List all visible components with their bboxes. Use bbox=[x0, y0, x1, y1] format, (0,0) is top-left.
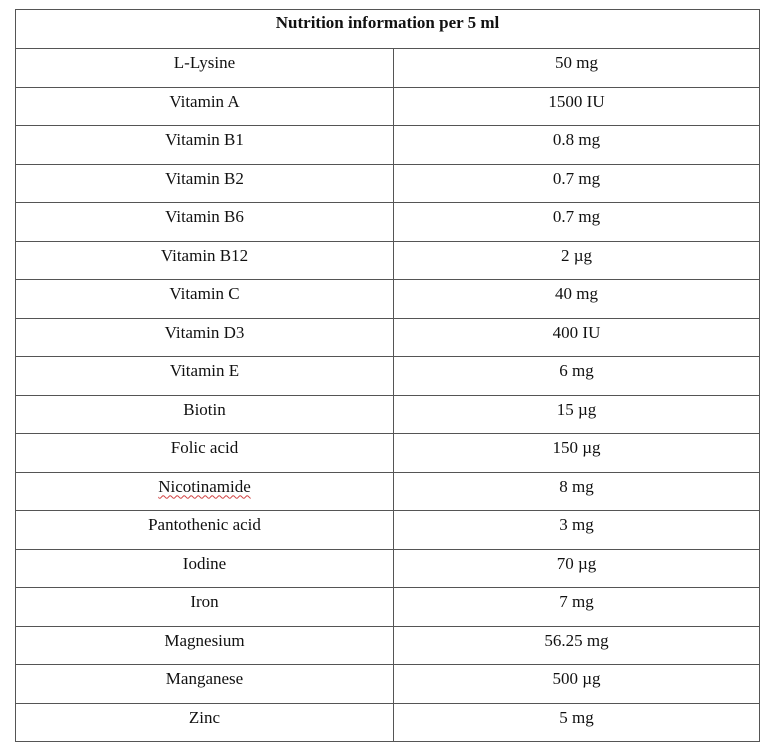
nutrient-amount: 56.25 mg bbox=[394, 626, 760, 665]
table-row bbox=[16, 357, 760, 396]
nutrition-table-container bbox=[15, 9, 759, 742]
nutrient-amount: 0.7 mg bbox=[394, 203, 760, 242]
nutrient-name: Vitamin B1 bbox=[165, 130, 244, 149]
nutrient-name: Zinc bbox=[188, 707, 221, 727]
table-body bbox=[16, 49, 760, 742]
table-row bbox=[16, 588, 760, 627]
nutrient-amount: 7 mg bbox=[394, 588, 760, 627]
nutrient-amount: 15 µg bbox=[394, 395, 760, 434]
nutrient-name: Vitamin B6 bbox=[165, 207, 244, 226]
nutrient-name-cell bbox=[16, 395, 394, 434]
nutrient-name-cell bbox=[16, 241, 394, 280]
table-row bbox=[16, 549, 760, 588]
nutrient-amount: 8 mg bbox=[394, 472, 760, 511]
table-row bbox=[16, 511, 760, 550]
table-row bbox=[16, 434, 760, 473]
nutrient-name: Manganese bbox=[165, 669, 244, 688]
nutrient-name-cell bbox=[16, 318, 394, 357]
nutrient-name: Vitamin C bbox=[169, 284, 240, 303]
table-row bbox=[16, 395, 760, 434]
nutrient-amount: 400 IU bbox=[394, 318, 760, 357]
table-row bbox=[16, 703, 760, 742]
nutrient-name-cell bbox=[16, 703, 394, 742]
table-row bbox=[16, 665, 760, 704]
nutrient-name-cell bbox=[16, 357, 394, 396]
nutrient-name: Magnesium bbox=[164, 630, 245, 650]
nutrient-name-cell bbox=[16, 511, 394, 550]
table-title: Nutrition information per 5 ml bbox=[16, 10, 760, 49]
nutrient-name: Pantothenic acid bbox=[148, 515, 261, 534]
nutrient-name: Folic acid bbox=[170, 438, 239, 457]
nutrient-name: L-Lysine bbox=[173, 53, 236, 72]
nutrient-amount: 70 µg bbox=[394, 549, 760, 588]
nutrient-name: Iron bbox=[190, 592, 219, 611]
nutrient-amount: 1500 IU bbox=[394, 87, 760, 126]
table-row bbox=[16, 203, 760, 242]
table-row bbox=[16, 49, 760, 88]
nutrient-amount: 2 µg bbox=[394, 241, 760, 280]
nutrient-name: Vitamin A bbox=[169, 91, 240, 111]
nutrient-name: Vitamin E bbox=[169, 361, 240, 380]
nutrient-name-cell bbox=[16, 626, 394, 665]
table-row bbox=[16, 87, 760, 126]
nutrient-name: Biotin bbox=[183, 399, 226, 419]
nutrient-name-cell bbox=[16, 588, 394, 627]
nutrient-amount: 6 mg bbox=[394, 357, 760, 396]
table-row bbox=[16, 241, 760, 280]
nutrient-amount: 150 µg bbox=[394, 434, 760, 473]
nutrition-table bbox=[15, 9, 760, 742]
table-row bbox=[16, 164, 760, 203]
nutrient-name-cell bbox=[16, 549, 394, 588]
nutrient-amount: 500 µg bbox=[394, 665, 760, 704]
nutrient-name: Iodine bbox=[182, 553, 227, 573]
nutrient-name-cell bbox=[16, 472, 394, 511]
nutrient-name-cell bbox=[16, 280, 394, 319]
nutrient-name: Vitamin B2 bbox=[165, 168, 244, 188]
table-row bbox=[16, 626, 760, 665]
nutrient-name-cell bbox=[16, 665, 394, 704]
nutrient-name: Vitamin B12 bbox=[160, 245, 249, 265]
nutrient-name: Vitamin D3 bbox=[164, 322, 245, 342]
nutrient-name: Nicotinamide bbox=[158, 476, 251, 496]
nutrient-name-cell bbox=[16, 49, 394, 88]
nutrient-name-cell bbox=[16, 164, 394, 203]
nutrient-name-cell bbox=[16, 126, 394, 165]
table-header-row bbox=[16, 10, 760, 49]
table-row bbox=[16, 472, 760, 511]
table-row bbox=[16, 126, 760, 165]
table-row bbox=[16, 318, 760, 357]
nutrient-amount: 0.8 mg bbox=[394, 126, 760, 165]
nutrient-amount: 0.7 mg bbox=[394, 164, 760, 203]
nutrient-amount: 40 mg bbox=[394, 280, 760, 319]
nutrient-name-cell bbox=[16, 203, 394, 242]
nutrient-amount: 3 mg bbox=[394, 511, 760, 550]
nutrient-name-cell bbox=[16, 87, 394, 126]
nutrient-amount: 50 mg bbox=[394, 49, 760, 88]
table-row bbox=[16, 280, 760, 319]
nutrient-amount: 5 mg bbox=[394, 703, 760, 742]
nutrient-name-cell bbox=[16, 434, 394, 473]
